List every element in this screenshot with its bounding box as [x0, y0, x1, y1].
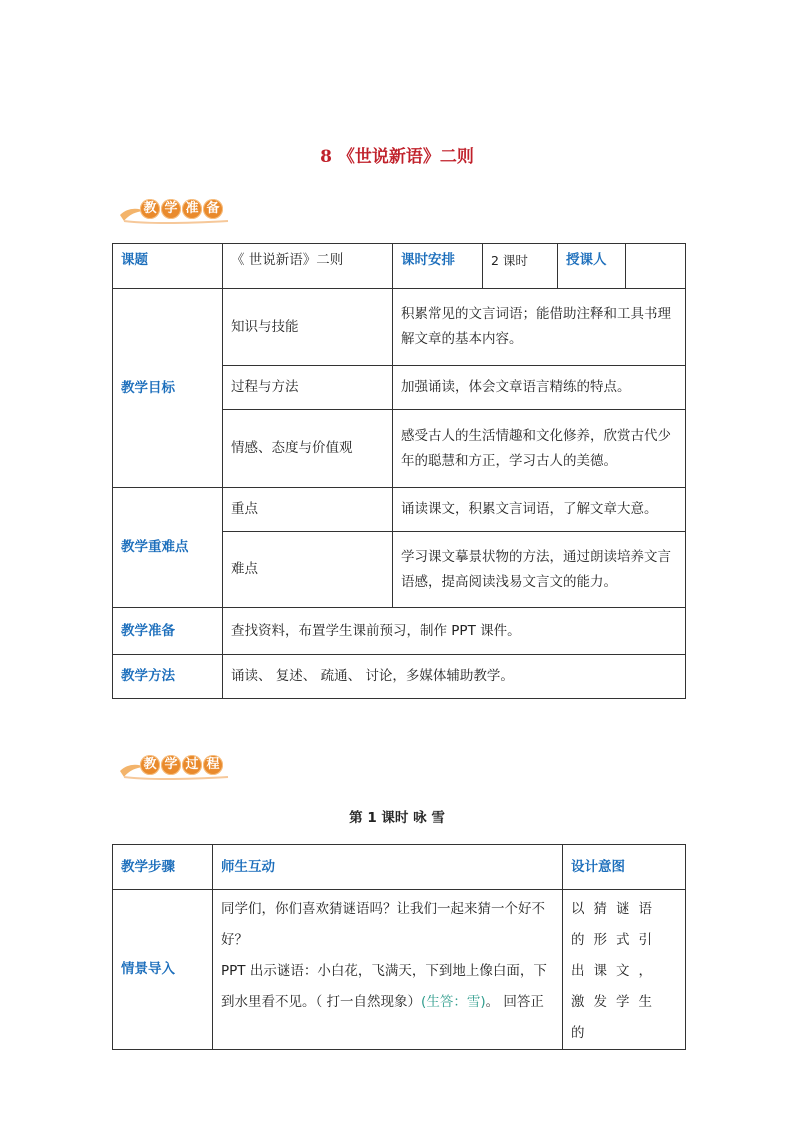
prep-text: 查找资料，布置学生课前预习，制作 PPT 课件。 — [223, 608, 686, 655]
prep-label: 教学准备 — [113, 608, 223, 655]
keti-value: 《 世说新语》二则 — [223, 244, 393, 289]
header-step: 教学步骤 — [113, 845, 213, 890]
teacher-value — [626, 244, 686, 289]
key-label: 教学重难点 — [113, 488, 223, 608]
section-badge-process — [118, 751, 248, 783]
badge-char: 程 — [203, 755, 223, 775]
goal-text: 感受古人的生活情趣和文化修养，欣赏古代少年的聪慧和方正，学习古人的美德。 — [393, 410, 686, 488]
key-text: 诵读课文，积累文言词语，了解文章大意。 — [393, 488, 686, 532]
badge-char: 过 — [182, 755, 202, 775]
goal-name: 过程与方法 — [223, 366, 393, 410]
goal-text: 加强诵读，体会文章语言精练的特点。 — [393, 366, 686, 410]
goal-name: 知识与技能 — [223, 289, 393, 366]
lesson-heading: 第 1 课时 咏 雪 — [349, 810, 445, 826]
key-name: 难点 — [223, 532, 393, 608]
goals-label: 教学目标 — [113, 289, 223, 488]
document-title: 8 《世说新语》二则 — [320, 147, 474, 167]
badge-char: 教 — [140, 755, 160, 775]
interaction-text: PPT 出示谜语：小白花，飞满天，下到地上像白面，下到水里看不见。（ 打一自然现象） — [221, 963, 547, 1010]
badge-char: 准 — [182, 199, 202, 219]
header-interaction: 师生互动 — [213, 845, 563, 890]
method-text: 诵读、 复述、 疏通、 讨论，多媒体辅助教学。 — [223, 655, 686, 699]
intent-text: 以猜谜语的形式引出课文，激发学生的 — [563, 890, 686, 1050]
lesson-info-table — [112, 243, 686, 699]
key-text: 学习课文摹景状物的方法，通过朗读培养文言语感，提高阅读浅易文言文的能力。 — [393, 532, 686, 608]
keshi-value: 2 课时 — [483, 244, 558, 289]
goal-text: 积累常见的文言词语；能借助注释和工具书理解文章的基本内容。 — [393, 289, 686, 366]
keshi-label: 课时安排 — [393, 244, 483, 289]
interaction-line: 同学们，你们喜欢猜谜语吗？让我们一起来猜一个好不好？ — [221, 901, 545, 948]
teacher-label: 授课人 — [558, 244, 626, 289]
interaction-text: 。 回答正 — [485, 994, 544, 1010]
badge-char: 教 — [140, 199, 160, 219]
interaction-line — [221, 956, 554, 1010]
student-answer: (生答：雪) — [421, 994, 486, 1010]
section-badge-prepare — [118, 195, 248, 227]
keti-label: 课题 — [113, 244, 223, 289]
interaction-cell — [213, 890, 563, 1050]
badge-char: 学 — [161, 755, 181, 775]
goal-name: 情感、态度与价值观 — [223, 410, 393, 488]
process-table — [112, 844, 686, 1050]
key-name: 重点 — [223, 488, 393, 532]
badge-char: 备 — [203, 199, 223, 219]
badge-char: 学 — [161, 199, 181, 219]
header-intent: 设计意图 — [563, 845, 686, 890]
step-name: 情景导入 — [113, 890, 213, 1050]
method-label: 教学方法 — [113, 655, 223, 699]
